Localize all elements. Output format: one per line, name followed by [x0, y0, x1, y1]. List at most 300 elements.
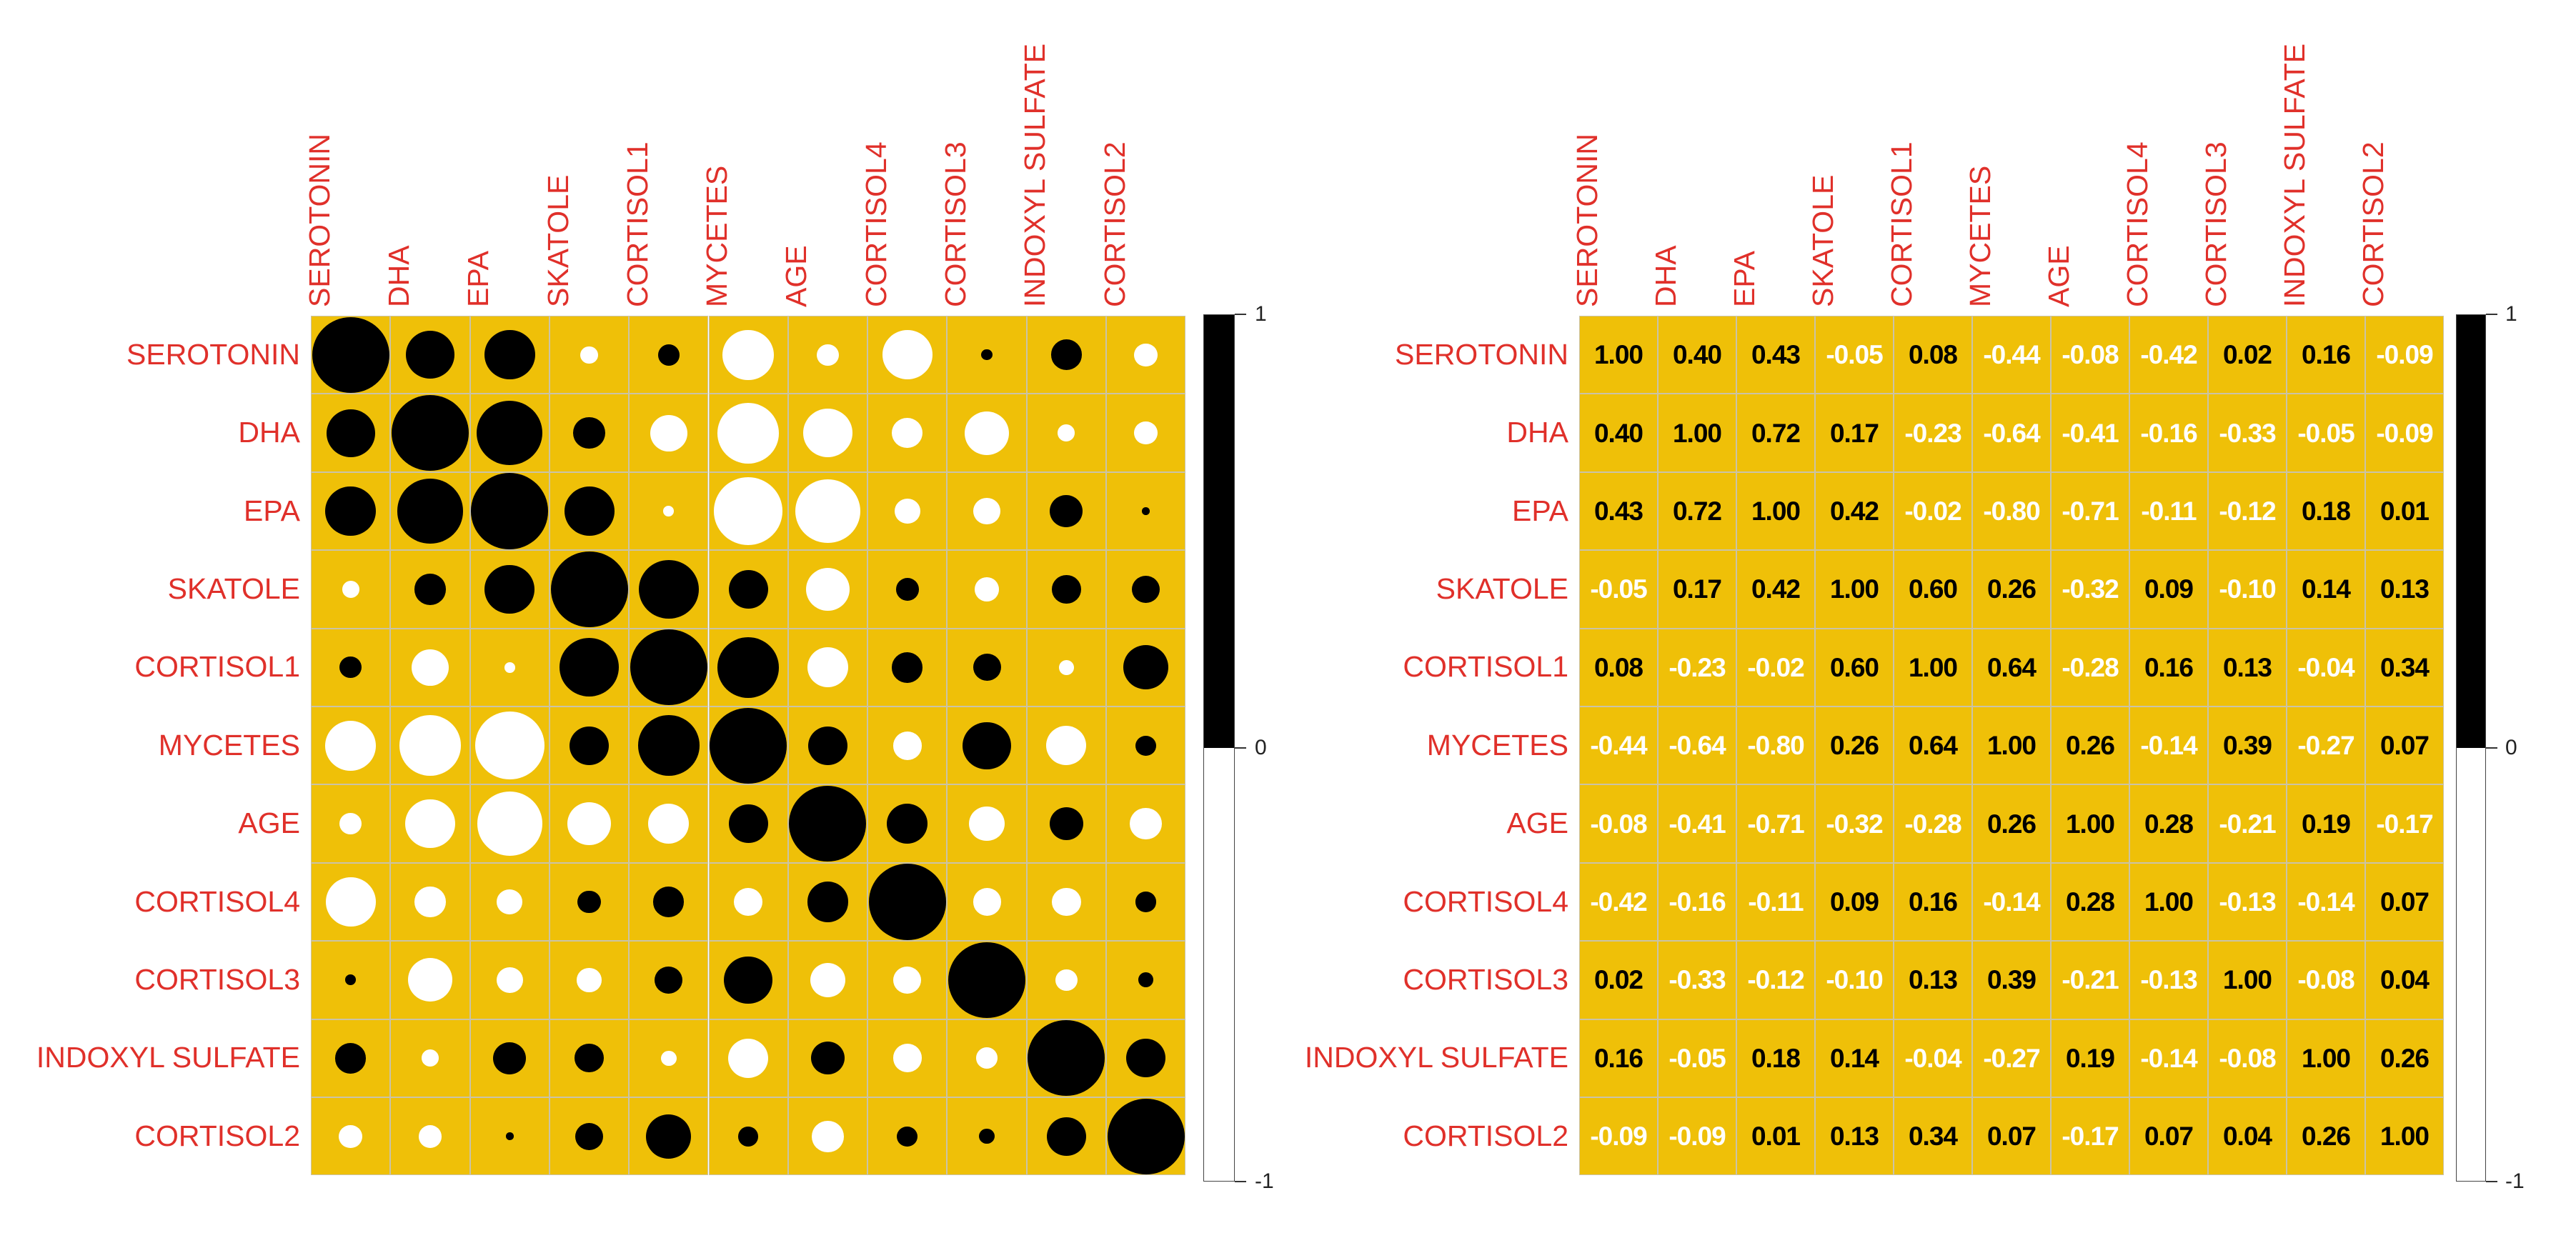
corr-cell: [1027, 316, 1106, 394]
corr-circle: [975, 577, 999, 601]
corr-value: -0.27: [1983, 1043, 2040, 1073]
corr-cell: [788, 1019, 867, 1097]
corr-cell: [1972, 863, 2051, 941]
corr-cell: [867, 863, 947, 941]
corr-cell: [2129, 394, 2208, 471]
corr-cell: [2208, 707, 2287, 784]
corr-cell: [709, 550, 788, 628]
corr-cell: [947, 863, 1026, 941]
corr-cell: [947, 316, 1026, 394]
corr-circle: [729, 804, 768, 843]
corr-value: 0.39: [1986, 965, 2036, 995]
col-label-cortisol3: CORTISOL3: [2199, 141, 2232, 307]
corr-cell: [947, 941, 1026, 1019]
corr-value: -0.44: [1983, 340, 2040, 370]
colorbar-tick-label: -1: [2505, 1169, 2525, 1193]
corr-cell: [2051, 863, 2129, 941]
corr-cell: [2208, 316, 2287, 394]
corr-circle: [897, 1127, 917, 1147]
col-label-indoxyl-sulfate: INDOXYL SULFATE: [2278, 43, 2311, 307]
corr-value: 0.40: [1593, 418, 1643, 448]
corr-value: -0.42: [2140, 340, 2197, 370]
row-label-cortisol1: CORTISOL1: [1403, 650, 1568, 684]
corr-cell: [1972, 707, 2051, 784]
corr-cell: [947, 1097, 1026, 1175]
corr-cell: [2365, 707, 2444, 784]
col-label-indoxyl-sulfate: INDOXYL SULFATE: [1018, 43, 1052, 307]
col-label-epa: EPA: [1728, 251, 1761, 307]
corr-cell: [470, 1019, 549, 1097]
corr-cell: [1027, 784, 1106, 862]
corr-circle: [570, 727, 609, 765]
corr-value: -0.08: [2297, 965, 2354, 995]
corr-circle: [484, 330, 535, 380]
corr-circle: [948, 942, 1025, 1018]
corr-cell: [390, 784, 469, 862]
corr-circle: [406, 331, 454, 379]
col-label-age: AGE: [2042, 245, 2075, 307]
colorbar-tick: [2486, 314, 2497, 315]
col-label-cortisol2: CORTISOL2: [1098, 141, 1131, 307]
col-label-cortisol1: CORTISOL1: [620, 141, 654, 307]
corr-value: -0.12: [1747, 965, 1804, 995]
corr-cell: [311, 863, 390, 941]
corr-cell: [1815, 394, 1894, 471]
corr-circle: [475, 712, 544, 779]
corr-value: 0.26: [2065, 731, 2114, 761]
corr-value: -0.12: [2219, 496, 2276, 526]
corr-value: -0.08: [2219, 1043, 2276, 1073]
corr-circle: [714, 477, 783, 545]
corr-value: -0.16: [1669, 887, 1726, 917]
corr-cell: [1815, 863, 1894, 941]
corr-cell: [549, 472, 629, 550]
corr-cell: [2365, 394, 2444, 471]
corr-cell: [1815, 707, 1894, 784]
corr-circle: [710, 708, 787, 784]
corr-cell: [1815, 550, 1894, 628]
corr-value: 0.02: [1593, 965, 1643, 995]
corr-value: 1.00: [2065, 809, 2114, 839]
corr-cell: [470, 863, 549, 941]
corr-cell: [629, 1097, 708, 1175]
corr-circle: [811, 1042, 845, 1074]
corr-value: 0.43: [1593, 496, 1643, 526]
corr-cell: [390, 472, 469, 550]
corr-cell: [2208, 863, 2287, 941]
corr-circle: [325, 486, 376, 536]
corr-cell: [549, 1097, 629, 1175]
colorbar-positive-segment: [2457, 315, 2485, 748]
corr-value: -0.10: [2219, 574, 2276, 604]
corr-circle: [1052, 575, 1080, 604]
corr-circle: [419, 1125, 442, 1148]
corr-value: -0.05: [1590, 574, 1647, 604]
row-label-indoxyl-sulfate: INDOXYL SULFATE: [36, 1041, 300, 1074]
corr-cell: [1027, 550, 1106, 628]
row-label-age: AGE: [1506, 807, 1568, 840]
corr-cell: [390, 941, 469, 1019]
corr-value: -0.05: [1826, 340, 1883, 370]
corr-value: 1.00: [2379, 1122, 2429, 1152]
corr-cell: [549, 863, 629, 941]
corr-cell: [1815, 1097, 1894, 1175]
corr-cell: [1736, 316, 1815, 394]
corr-circle: [981, 349, 992, 360]
corr-cell: [2365, 316, 2444, 394]
corr-cell: [2208, 472, 2287, 550]
corr-value: -0.41: [1669, 809, 1726, 839]
corr-cell: [2051, 1097, 2129, 1175]
corr-value: 0.09: [1829, 887, 1879, 917]
corr-circle: [639, 560, 699, 619]
corr-cell: [1658, 550, 1736, 628]
corr-circle: [808, 727, 847, 765]
corr-cell: [311, 784, 390, 862]
corr-circle: [412, 649, 449, 686]
corr-value: 0.34: [1908, 1122, 1957, 1152]
corr-value: 0.01: [1751, 1122, 1800, 1152]
corr-cell: [629, 316, 708, 394]
corr-circle: [789, 786, 866, 862]
corr-cell: [2287, 629, 2365, 707]
corr-cell: [470, 394, 549, 471]
row-label-mycetes: MYCETES: [1426, 728, 1568, 762]
corr-circle: [484, 565, 534, 614]
corr-cell: [2051, 629, 2129, 707]
corr-cell: [2287, 472, 2365, 550]
corr-cell: [1815, 629, 1894, 707]
corr-circle: [650, 415, 687, 451]
corr-value: 1.00: [1593, 340, 1643, 370]
corr-cell: [470, 941, 549, 1019]
corr-value: 0.28: [2065, 887, 2114, 917]
corr-cell: [1658, 707, 1736, 784]
corr-cell: [1579, 394, 1658, 471]
corr-value: -0.32: [2062, 574, 2119, 604]
colorbar-tick-label: 1: [1255, 302, 1267, 326]
corr-circle: [738, 1127, 759, 1147]
corr-cell: [788, 550, 867, 628]
corr-value: 0.17: [1829, 418, 1879, 448]
corr-cell: [867, 629, 947, 707]
corr-cell: [2287, 863, 2365, 941]
corr-value: -0.02: [1904, 496, 1961, 526]
corr-cell: [1972, 629, 2051, 707]
corr-value: -0.09: [1669, 1122, 1726, 1152]
corr-cell: [788, 1097, 867, 1175]
corr-cell: [1972, 1097, 2051, 1175]
corr-circle: [893, 1044, 922, 1072]
corr-cell: [549, 941, 629, 1019]
corr-value: -0.23: [1904, 418, 1961, 448]
corr-cell: [2129, 472, 2208, 550]
corr-value: 1.00: [2301, 1043, 2350, 1073]
corr-cell: [390, 1019, 469, 1097]
corr-cell: [788, 863, 867, 941]
colorbar-tick: [1235, 314, 1246, 315]
corr-value: 0.07: [2379, 887, 2429, 917]
corr-value: -0.14: [2297, 887, 2354, 917]
colorbar-tick-label: 1: [2505, 302, 2517, 326]
corr-cell: [788, 941, 867, 1019]
col-label-skatole: SKATOLE: [1806, 174, 1839, 307]
corr-value: 0.19: [2065, 1043, 2114, 1073]
corr-cell: [867, 472, 947, 550]
corr-cell: [1894, 394, 1972, 471]
corr-value: 1.00: [2144, 887, 2193, 917]
corr-circle: [335, 1043, 366, 1073]
corr-cell: [947, 472, 1026, 550]
corr-cell: [311, 1019, 390, 1097]
corr-value: -0.71: [1747, 809, 1804, 839]
corr-value: -0.16: [2140, 418, 2197, 448]
corr-value: -0.32: [1826, 809, 1883, 839]
corr-cell: [2287, 1019, 2365, 1097]
colorbar-tick: [1235, 1181, 1246, 1182]
corr-cell: [1658, 316, 1736, 394]
corr-value: 0.26: [1986, 809, 2036, 839]
col-label-skatole: SKATOLE: [541, 174, 575, 307]
corr-circle: [812, 1121, 844, 1152]
corr-cell: [1579, 863, 1658, 941]
corr-circle: [1046, 726, 1086, 765]
corr-cell: [629, 629, 708, 707]
corr-value: 1.00: [1908, 652, 1957, 682]
corr-cell: [2051, 472, 2129, 550]
corr-cell: [2365, 629, 2444, 707]
corr-circle: [493, 1042, 526, 1074]
corr-cell: [709, 941, 788, 1019]
corr-cell: [2365, 863, 2444, 941]
corr-circle: [1047, 1117, 1086, 1156]
corr-circle: [895, 499, 920, 524]
corr-value: 1.00: [2222, 965, 2272, 995]
col-label-dha: DHA: [1649, 245, 1682, 307]
corr-cell: [390, 550, 469, 628]
row-label-cortisol1: CORTISOL1: [134, 650, 300, 684]
colorbar-tick: [2486, 747, 2497, 749]
corr-value: 0.60: [1829, 652, 1879, 682]
corr-value: 0.13: [2222, 652, 2272, 682]
corr-circle: [728, 1039, 768, 1078]
corr-cell: [2287, 316, 2365, 394]
corr-cell: [2365, 472, 2444, 550]
corr-cell: [390, 707, 469, 784]
corr-cell: [2208, 550, 2287, 628]
corr-cell: [1736, 550, 1815, 628]
corr-cell: [629, 941, 708, 1019]
corr-value: 0.16: [1908, 887, 1957, 917]
col-label-serotonin: SEROTONIN: [302, 134, 336, 307]
corr-cell: [1815, 941, 1894, 1019]
corr-value: -0.42: [1590, 887, 1647, 917]
corr-value: -0.64: [1983, 418, 2040, 448]
corr-cell: [549, 316, 629, 394]
corr-cell: [1027, 629, 1106, 707]
corr-cell: [1736, 863, 1815, 941]
corr-circle: [327, 409, 375, 457]
corr-cell: [1579, 784, 1658, 862]
corr-cell: [2129, 941, 2208, 1019]
corr-cell: [2287, 394, 2365, 471]
corr-cell: [1027, 941, 1106, 1019]
corr-cell: [629, 863, 708, 941]
corr-cell: [2129, 707, 2208, 784]
corr-cell: [549, 707, 629, 784]
corr-circle: [577, 891, 600, 914]
corr-cell: [2208, 784, 2287, 862]
corr-cell: [629, 784, 708, 862]
corr-cell: [2365, 1019, 2444, 1097]
corr-cell: [788, 394, 867, 471]
corr-cell: [2287, 550, 2365, 628]
row-label-cortisol3: CORTISOL3: [1403, 962, 1568, 996]
corr-circle: [646, 1114, 691, 1159]
colorbar-right-panel: [2456, 314, 2486, 1182]
corr-circle: [1051, 339, 1082, 369]
corr-circle: [724, 957, 772, 1004]
corr-value: 0.07: [2144, 1122, 2193, 1152]
corr-circle: [1059, 660, 1075, 675]
corr-circle: [339, 813, 362, 834]
corr-cell: [2287, 941, 2365, 1019]
corr-value: -0.13: [2140, 965, 2197, 995]
corr-cell: [1894, 707, 1972, 784]
corr-circle: [630, 629, 707, 705]
corr-cell: [470, 784, 549, 862]
corr-circle: [734, 888, 762, 917]
corr-cell: [1736, 707, 1815, 784]
corr-cell: [2365, 550, 2444, 628]
corr-cell: [1027, 394, 1106, 471]
row-label-indoxyl-sulfate: INDOXYL SULFATE: [1304, 1041, 1568, 1074]
corr-value: -0.21: [2219, 809, 2276, 839]
corr-circle: [339, 1125, 362, 1148]
corr-cell: [1736, 394, 1815, 471]
corr-cell: [2287, 707, 2365, 784]
corr-value: 0.08: [1593, 652, 1643, 682]
corr-cell: [2287, 1097, 2365, 1175]
corr-value: -0.28: [1904, 809, 1961, 839]
col-label-cortisol3: CORTISOL3: [939, 141, 973, 307]
corr-circle: [560, 638, 620, 697]
corr-cell: [1027, 1019, 1106, 1097]
corr-cell: [2365, 941, 2444, 1019]
corr-value: -0.14: [2140, 1043, 2197, 1073]
corr-cell: [1658, 784, 1736, 862]
corr-cell: [629, 394, 708, 471]
row-label-cortisol4: CORTISOL4: [1403, 884, 1568, 918]
corr-circle: [658, 344, 680, 366]
corr-circle: [414, 887, 445, 917]
corr-value: 0.13: [2379, 574, 2429, 604]
corr-circle: [963, 722, 1010, 769]
corr-value: -0.44: [1590, 731, 1647, 761]
corr-circle: [399, 715, 461, 776]
corr-cell: [2129, 316, 2208, 394]
corr-circle: [342, 581, 359, 598]
corr-cell: [709, 629, 788, 707]
corr-value: 0.64: [1908, 731, 1957, 761]
colorbar-negative-segment: [2457, 748, 2485, 1181]
corr-value: -0.08: [1590, 809, 1647, 839]
corr-cell: [311, 707, 390, 784]
corr-value: 0.72: [1672, 496, 1721, 526]
corr-cell: [1894, 316, 1972, 394]
corr-circle: [661, 1051, 677, 1066]
corr-value: 0.26: [2301, 1122, 2350, 1152]
corr-value: -0.33: [2219, 418, 2276, 448]
corr-cell: [788, 316, 867, 394]
corr-cell: [867, 316, 947, 394]
corr-cell: [1736, 1019, 1815, 1097]
row-label-serotonin: SEROTONIN: [126, 337, 300, 371]
corr-value: 0.16: [2144, 652, 2193, 682]
corr-value: -0.05: [1669, 1043, 1726, 1073]
corr-value: 0.04: [2379, 965, 2429, 995]
row-label-dha: DHA: [238, 416, 300, 449]
row-label-skatole: SKATOLE: [167, 571, 300, 605]
corr-cell: [867, 707, 947, 784]
corr-circle: [339, 657, 362, 678]
col-label-cortisol1: CORTISOL1: [1885, 141, 1918, 307]
corr-cell: [2129, 1097, 2208, 1175]
corr-circle: [973, 498, 1000, 524]
corr-cell: [1894, 1019, 1972, 1097]
corr-cell: [867, 1019, 947, 1097]
corr-value: 0.28: [2144, 809, 2193, 839]
corr-circle: [973, 654, 1001, 681]
corr-value: -0.02: [1747, 652, 1804, 682]
corr-cell: [2051, 394, 2129, 471]
corr-cell: [2129, 1019, 2208, 1097]
corr-circle: [1028, 1020, 1105, 1096]
colorbar-tick: [2486, 1181, 2497, 1182]
corr-circle: [551, 551, 628, 627]
corr-cell: [2051, 1019, 2129, 1097]
corr-value: -0.04: [2297, 652, 2354, 682]
corr-cell: [2129, 629, 2208, 707]
corr-value: -0.21: [2062, 965, 2119, 995]
col-label-cortisol4: CORTISOL4: [2121, 141, 2154, 307]
row-label-cortisol2: CORTISOL2: [1403, 1119, 1568, 1152]
corr-cell: [709, 707, 788, 784]
colorbar-tick-label: 0: [1255, 736, 1267, 759]
corr-value: -0.11: [2141, 496, 2197, 526]
corr-circle: [1058, 424, 1075, 441]
corr-circle: [638, 715, 700, 776]
corr-cell: [1894, 550, 1972, 628]
corr-circle: [414, 574, 447, 605]
corr-cell: [1972, 472, 2051, 550]
corr-cell: [2208, 629, 2287, 707]
corr-cell: [549, 394, 629, 471]
corr-value: -0.80: [1747, 731, 1804, 761]
corr-cell: [867, 941, 947, 1019]
corr-circle: [882, 330, 933, 379]
row-label-epa: EPA: [1512, 494, 1568, 527]
corr-circle: [477, 401, 542, 465]
corr-value: 0.17: [1672, 574, 1721, 604]
corr-cell: [470, 1097, 549, 1175]
corr-cell: [709, 784, 788, 862]
colorbar-positive-segment: [1204, 315, 1234, 748]
corr-cell: [1894, 941, 1972, 1019]
corr-value: 0.26: [1986, 574, 2036, 604]
corr-cell: [2365, 1097, 2444, 1175]
corr-circle: [817, 344, 839, 366]
